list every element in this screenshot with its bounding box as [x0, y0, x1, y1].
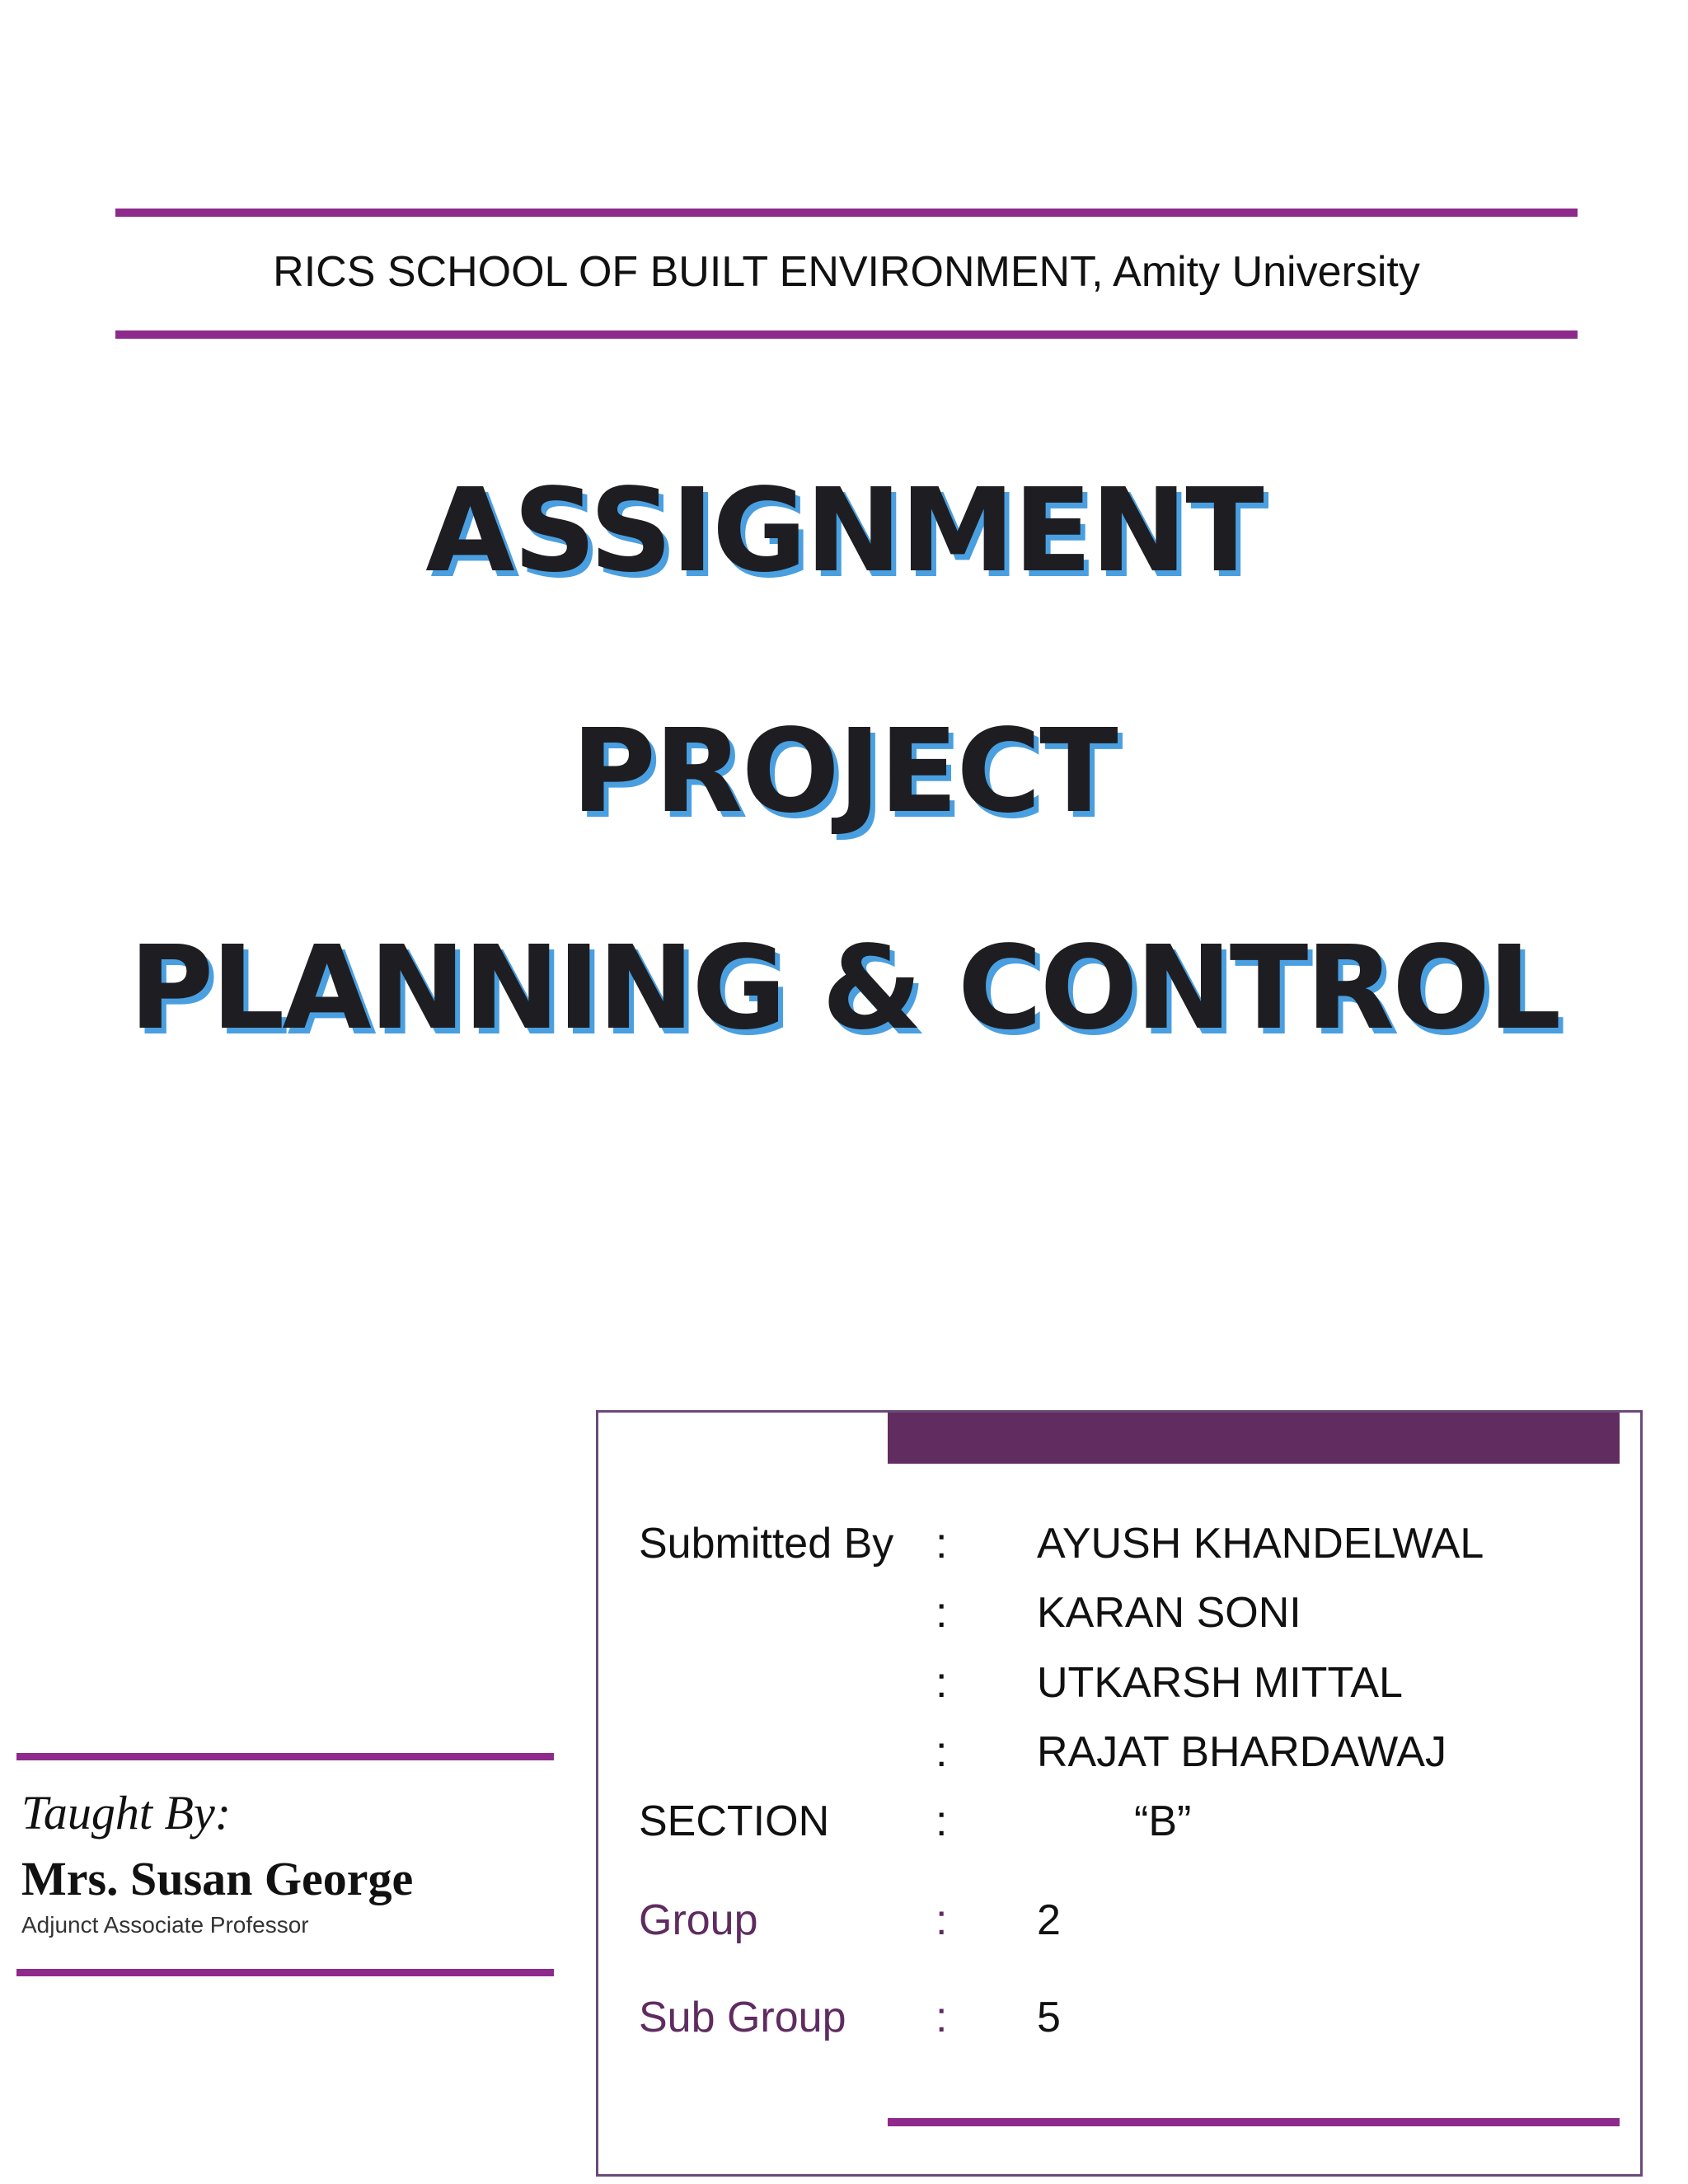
- separator: :: [935, 1994, 948, 2041]
- header-bottom-rule: [115, 330, 1578, 339]
- subgroup-row: [639, 1989, 1628, 2046]
- title-line-3: PLANNING & CONTROL: [129, 921, 1559, 1056]
- group-value: 2: [1037, 1896, 1061, 1944]
- subgroup-value: 5: [1037, 1994, 1061, 2041]
- submission-box-header-bar: [888, 1413, 1620, 1464]
- subgroup-label: Sub Group: [639, 1994, 846, 2041]
- section-label: SECTION: [639, 1797, 830, 1845]
- submitted-by-label: Submitted By: [639, 1520, 894, 1568]
- group-label: Group: [639, 1896, 758, 1944]
- section-row: [639, 1793, 1628, 1850]
- section-value: “B”: [1134, 1797, 1192, 1845]
- separator: :: [935, 1589, 948, 1637]
- member-row: [639, 1654, 1628, 1712]
- separator: :: [935, 1728, 948, 1776]
- member-name: KARAN SONI: [1037, 1589, 1301, 1637]
- group-row: [639, 1891, 1628, 1949]
- taught-by-label: Taught By:: [21, 1786, 232, 1840]
- member-name: AYUSH KHANDELWAL: [1037, 1520, 1484, 1568]
- separator: :: [935, 1520, 948, 1568]
- separator: :: [935, 1896, 948, 1944]
- teacher-bottom-rule: [16, 1969, 554, 1976]
- header-top-rule: [115, 209, 1578, 217]
- school-name: RICS SCHOOL OF BUILT ENVIRONMENT, Amity University: [273, 248, 1420, 296]
- separator: :: [935, 1659, 948, 1707]
- separator: :: [935, 1797, 948, 1845]
- teacher-top-rule: [16, 1753, 554, 1760]
- member-name: RAJAT BHARDAWAJ: [1037, 1728, 1447, 1776]
- submission-box-bottom-rule: [888, 2118, 1620, 2126]
- submitted-by-row: [639, 1515, 1628, 1572]
- title-line-2: PROJECT: [571, 705, 1117, 839]
- title-line-1: ASSIGNMENT: [425, 464, 1263, 598]
- member-name: UTKARSH MITTAL: [1037, 1659, 1403, 1707]
- member-row: [639, 1584, 1628, 1642]
- teacher-designation: Adjunct Associate Professor: [21, 1912, 309, 1938]
- member-row: [639, 1723, 1628, 1781]
- teacher-name: Mrs. Susan George: [21, 1852, 414, 1905]
